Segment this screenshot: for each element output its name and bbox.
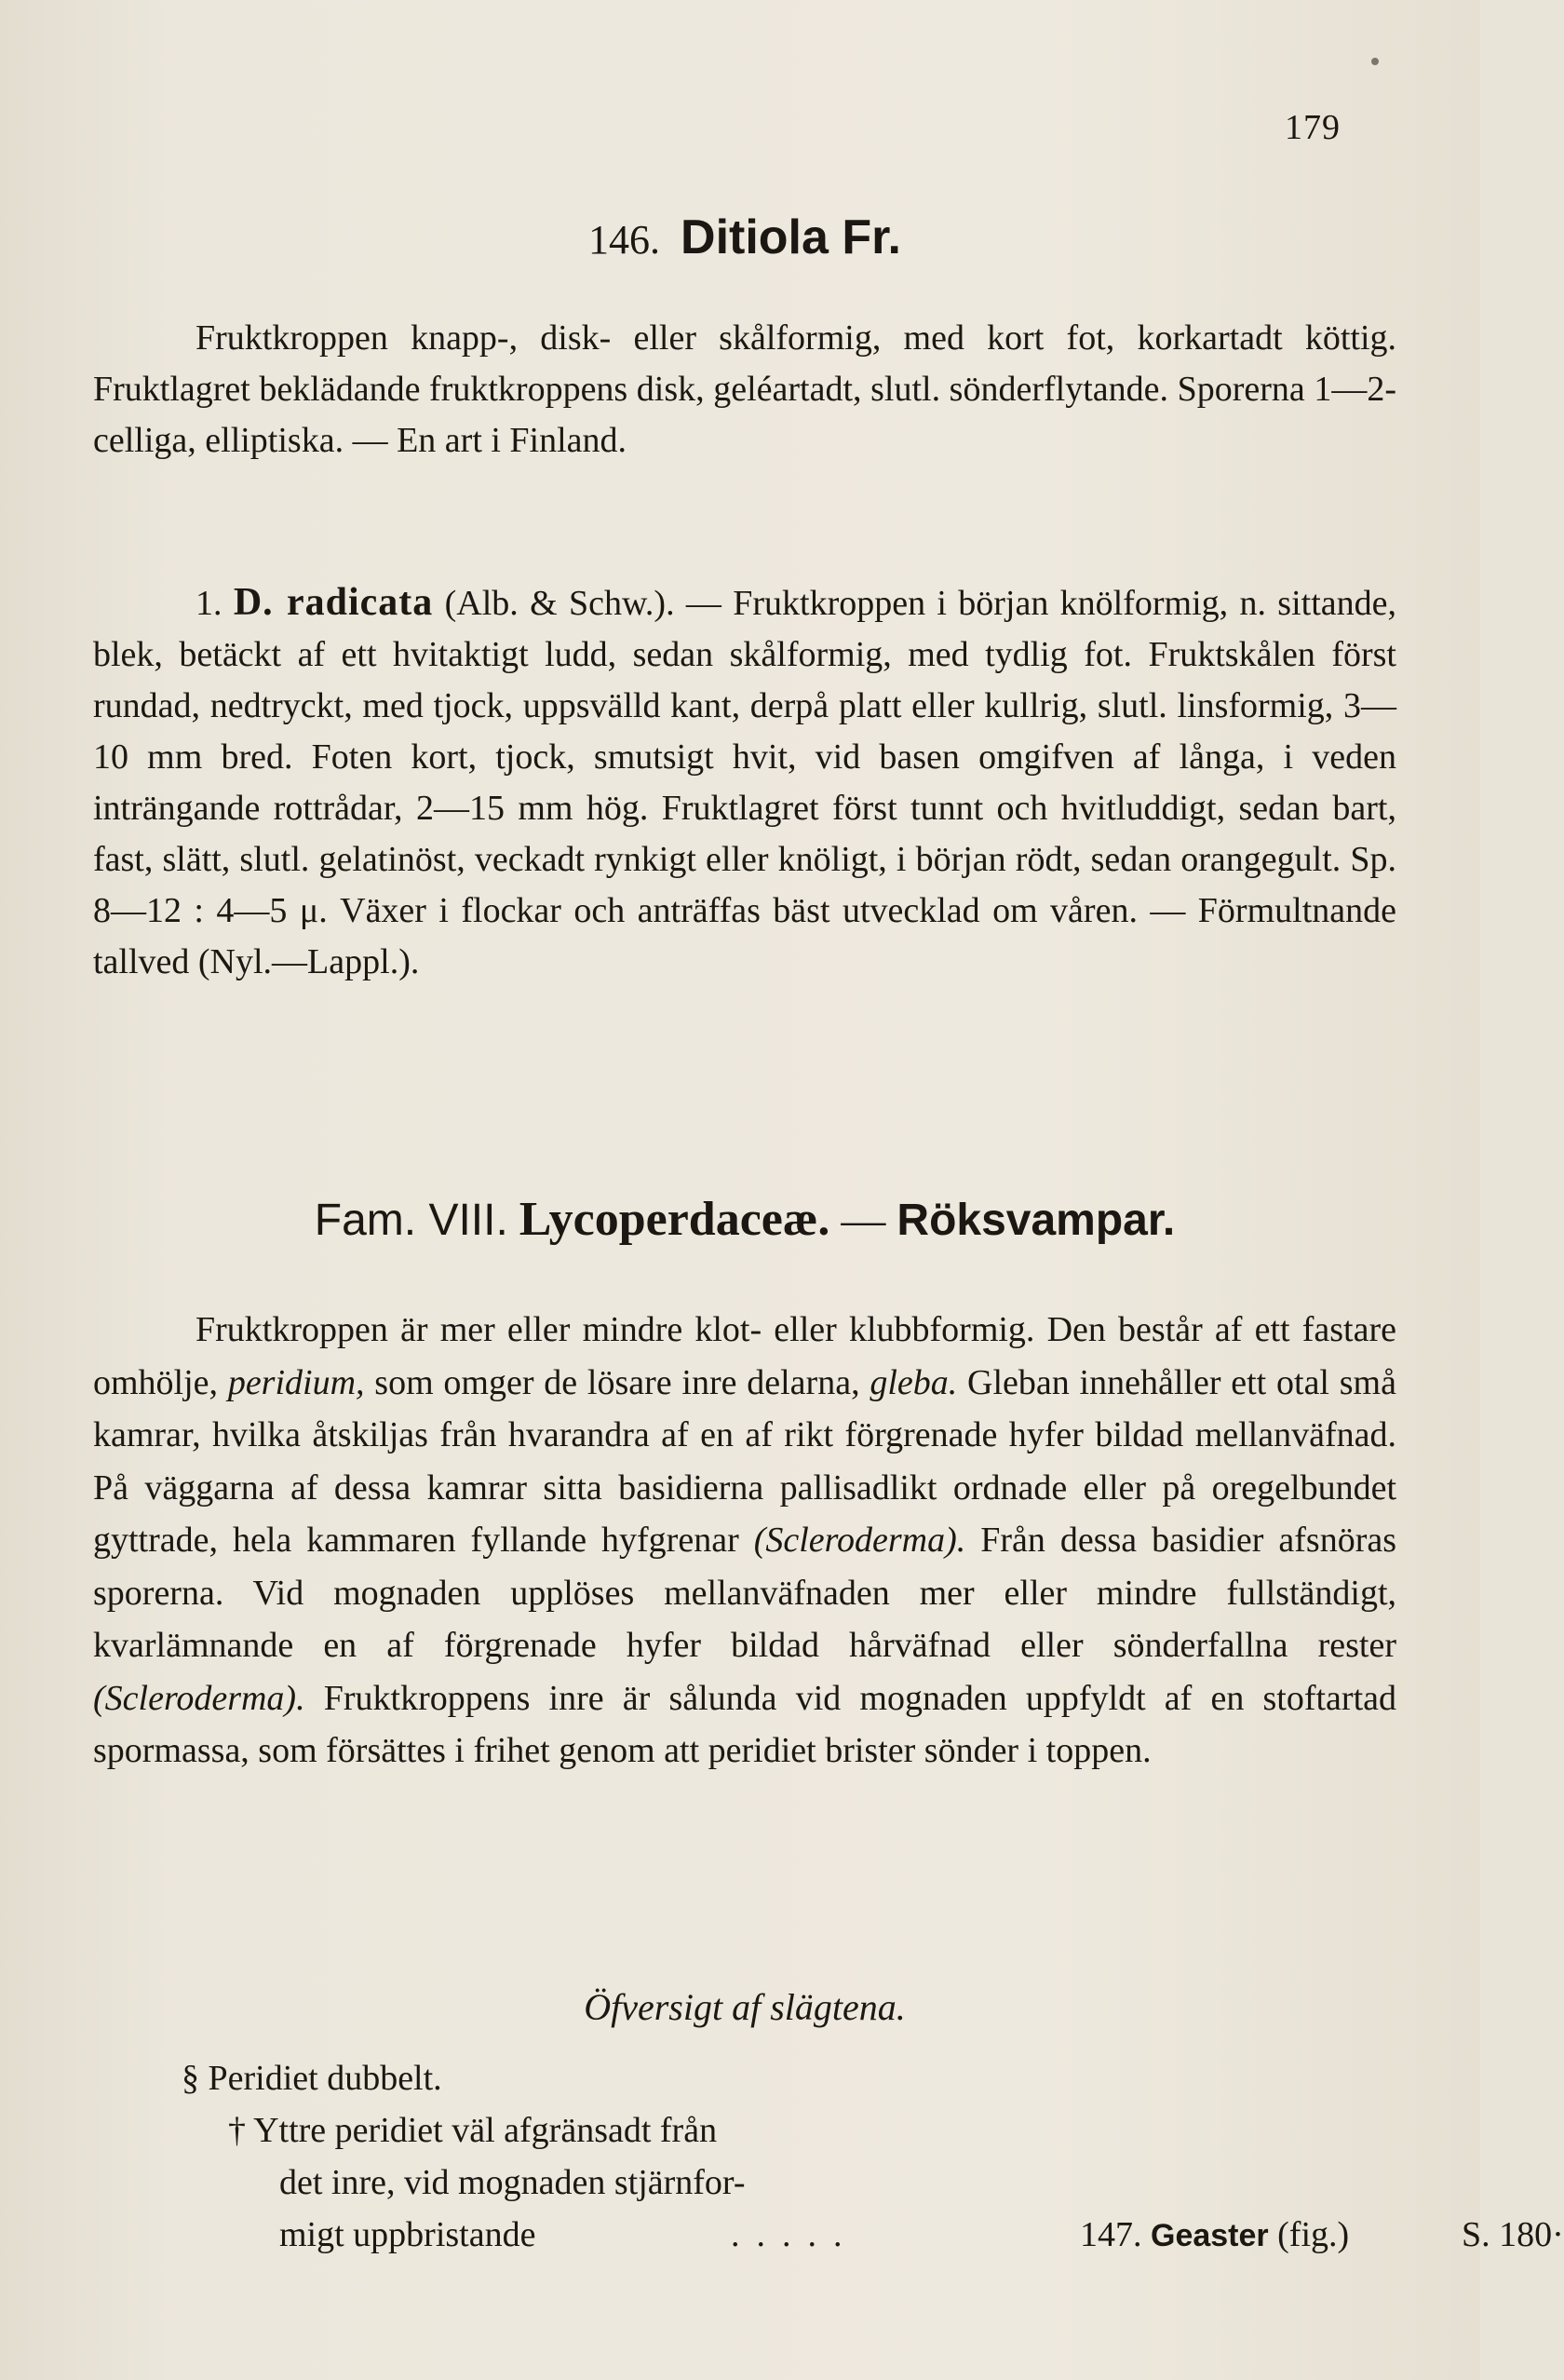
leader-dots: .....: [731, 2215, 859, 2254]
key-line: § Peridiet dubbelt.: [182, 2059, 442, 2098]
family-heading: [93, 1192, 1396, 1247]
family-description-text: Fruktkroppen är mer eller mindre klot- eller klubbformig. Den består af ett fastare omhölje, peridium, som omger de lösare inre delarna, gleba. Gleban innehåller ett otal små kamrar, hvilka åtskiljas från hvarandra af en af rikt förgrenade hyfer bildad mellanväfnad. På väggarna af dessa kamrar sitta basidierna pallisadlikt ordnade eller på oregelbundet gyttrade, hela kammaren fyllande hyfgrenar (Scleroderma). Från dessa basidier afsnöras sporerna. Vid mognaden upplöses mellanväfnaden mer eller mindre fullständigt, kvarlämnande en af förgrenade hyfer bildad hårväfnad eller sönderfallna rester (Scleroderma). Fruktkroppens inre är sålunda vid mognaden uppfyldt af en stoftartad spormassa, som försättes i frihet genom att peridiet brister sönder i toppen.: [93, 1310, 1396, 1770]
key-line: migt uppbristande: [279, 2215, 536, 2254]
key-entry-label: 147. Geaster (fig.): [1080, 2215, 1350, 2254]
genus-number: 146.: [588, 217, 661, 263]
page-number: 179: [1285, 108, 1341, 147]
species-description: (Alb. & Schw.). — Fruktkroppen i början knölformig, n. sittande, blek, betäckt af ett hvitaktigt ludd, sedan skålformig, med tydlig fot. Fruktskålen först rundad, nedtryckt, med tjock, uppsvälld kant, derpå platt eller kullrig, slutl. linsformig, 3—10 mm bred. Foten kort, tjock, smutsigt hvit, vid basen omgifven af långa, i veden inträngande rottrådar, 2—15 mm hög. Fruktlagret först tunnt och hvitluddigt, sedan bart, fast, slätt, slutl. gelatinöst, veckadt rynkigt eller knöligt, i början rödt, sedan orangegult. Sp. 8—12 : 4—5 μ. Växer i flockar och anträffas bäst utvecklad om våren. — Förmultnande tallved (Nyl.—Lappl.).: [93, 584, 1396, 981]
term-peridium: peridium,: [227, 1362, 365, 1402]
term-scleroderma: (Scleroderma).: [93, 1678, 305, 1718]
key-heading: Öfversigt af slägtena.: [584, 1986, 906, 2028]
genus-name: Ditiola Fr.: [681, 210, 901, 264]
genus-description: [93, 313, 1396, 467]
genus-heading: [93, 210, 1396, 265]
species-name: D. radicata: [233, 581, 434, 624]
family-vernacular-name: Röksvampar.: [897, 1196, 1176, 1245]
key-entry: [279, 2214, 1564, 2255]
page-reference: S. 180·: [1462, 2215, 1564, 2254]
species-number: 1.: [196, 584, 222, 623]
family-latin-name: Lycoperdaceæ.: [519, 1193, 830, 1246]
species-entry: [93, 577, 1396, 988]
term-scleroderma: (Scleroderma).: [753, 1521, 966, 1560]
family-description: [93, 1304, 1396, 1778]
genus-description-text: Fruktkroppen knapp-, disk- eller skålformig, med kort fot, korkartadt köttig. Fruktlagret beklädande fruktkroppens disk, geléartadt, slutl. sönderflytande. Sporerna 1—2-celliga, elliptiska. — En art i Finland.: [93, 318, 1396, 460]
key-line: † Yttre peridiet väl afgränsadt från: [228, 2111, 718, 2150]
species-paragraph: [93, 577, 1396, 988]
family-prefix: Fam. VIII.: [314, 1196, 508, 1245]
ink-speck: [1371, 58, 1379, 65]
key-genus-name: Geaster: [1151, 2218, 1269, 2253]
term-gleba: gleba.: [870, 1362, 958, 1402]
family-dash: —: [841, 1196, 886, 1245]
key-line: det inre, vid mognaden stjärnfor-: [279, 2163, 746, 2202]
